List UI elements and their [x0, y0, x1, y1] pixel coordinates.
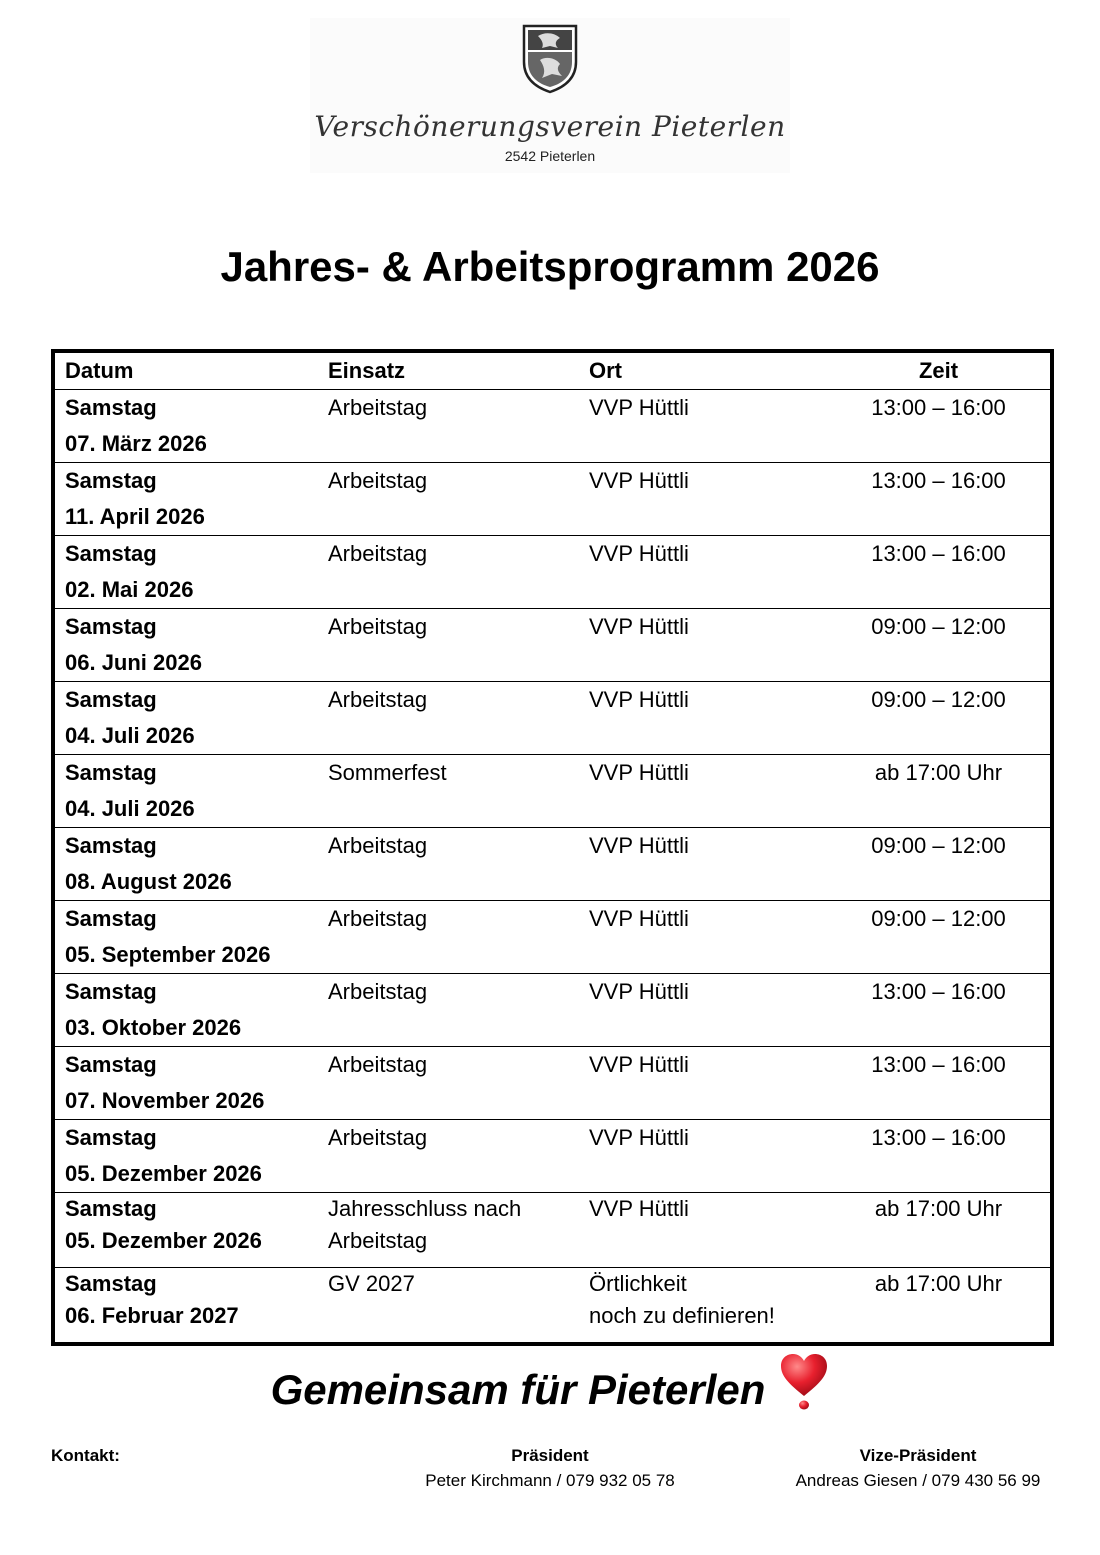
cell-date: [53, 536, 328, 609]
table-row: [53, 463, 1052, 536]
date: 07. November 2026: [65, 1088, 265, 1113]
cell-task: [328, 1268, 589, 1345]
cell-date: [53, 901, 328, 974]
date: 05. Dezember 2026: [65, 1161, 262, 1186]
date: 07. März 2026: [65, 431, 207, 456]
cell-date: [53, 390, 328, 463]
place-text: VVP Hüttli: [589, 906, 689, 931]
cell-place: [589, 682, 851, 755]
cell-task: [328, 609, 589, 682]
cell-place: [589, 1193, 851, 1268]
weekday: Samstag: [65, 1271, 157, 1296]
cell-place: [589, 1047, 851, 1120]
place-text: VVP Hüttli: [589, 468, 689, 493]
cell-task: [328, 1193, 589, 1268]
header-place: Ort: [589, 351, 851, 390]
table-row: [53, 828, 1052, 901]
organization-name: Verschönerungsverein Pieterlen: [314, 110, 786, 143]
heart-icon: [779, 1352, 829, 1410]
table-row: [53, 1193, 1052, 1268]
cell-place: [589, 536, 851, 609]
weekday: Samstag: [65, 395, 157, 420]
cell-time: 09:00 – 12:00: [871, 906, 1006, 931]
vice-president-role: Vize-Präsident: [859, 1446, 977, 1465]
cell-place: [589, 1120, 851, 1193]
place-text: noch zu definieren!: [589, 1303, 775, 1328]
cell-time: ab 17:00 Uhr: [874, 1196, 1003, 1221]
place-text: Örtlichkeit: [589, 1271, 687, 1296]
table-row: [53, 1268, 1052, 1345]
contact-vice-president: [768, 1446, 1068, 1491]
weekday: Samstag: [65, 614, 157, 639]
place-text: VVP Hüttli: [589, 614, 689, 639]
cell-date: [53, 682, 328, 755]
date: 03. Oktober 2026: [65, 1015, 242, 1040]
place-text: VVP Hüttli: [589, 1125, 689, 1150]
contact-president: [400, 1446, 700, 1491]
table-row: [53, 901, 1052, 974]
weekday: Samstag: [65, 1052, 157, 1077]
cell-date: [53, 974, 328, 1047]
task-text: Arbeitstag: [328, 1052, 428, 1077]
cell-time: 13:00 – 16:00: [871, 979, 1006, 1004]
date: 05. September 2026: [65, 942, 271, 967]
cell-place: [589, 463, 851, 536]
cell-place: [589, 974, 851, 1047]
cell-place: [589, 901, 851, 974]
cell-time: 13:00 – 16:00: [871, 395, 1006, 420]
table-row: [53, 390, 1052, 463]
cell-time: 13:00 – 16:00: [871, 1125, 1006, 1150]
coat-of-arms-icon: [520, 22, 580, 94]
cell-date: [53, 1047, 328, 1120]
schedule-body: [53, 390, 1052, 1345]
motto: [0, 1352, 1100, 1414]
cell-place: [589, 828, 851, 901]
header-time: Zeit: [851, 351, 1052, 390]
date: 05. Dezember 2026: [65, 1228, 262, 1253]
cell-task: [328, 828, 589, 901]
task-text: Sommerfest: [328, 760, 447, 785]
table-row: [53, 609, 1052, 682]
cell-time: 13:00 – 16:00: [871, 1052, 1006, 1077]
task-text: Arbeitstag: [328, 1125, 428, 1150]
motto-text: Gemeinsam für Pieterlen: [270, 1366, 766, 1413]
cell-place: [589, 609, 851, 682]
cell-place: [589, 755, 851, 828]
cell-date: [53, 755, 328, 828]
cell-place: [589, 1268, 851, 1345]
cell-task: [328, 1120, 589, 1193]
weekday: Samstag: [65, 1196, 157, 1221]
weekday: Samstag: [65, 979, 157, 1004]
weekday: Samstag: [65, 906, 157, 931]
table-row: [53, 1120, 1052, 1193]
cell-time: ab 17:00 Uhr: [874, 1271, 1003, 1296]
header-date: Datum: [53, 351, 328, 390]
cell-date: [53, 1268, 328, 1345]
cell-date: [53, 463, 328, 536]
place-text: VVP Hüttli: [589, 1052, 689, 1077]
place-text: VVP Hüttli: [589, 760, 689, 785]
place-text: VVP Hüttli: [589, 1196, 689, 1221]
vice-president-contact: Andreas Giesen / 079 430 56 99: [795, 1471, 1041, 1490]
cell-time: ab 17:00 Uhr: [874, 760, 1003, 785]
task-text: Arbeitstag: [328, 541, 428, 566]
task-text: Arbeitstag: [328, 833, 428, 858]
task-text: Arbeitstag: [328, 906, 428, 931]
task-text: Jahresschluss nach: [328, 1196, 522, 1221]
task-text: Arbeitstag: [328, 687, 428, 712]
task-text: Arbeitstag: [328, 1228, 428, 1253]
cell-date: [53, 1120, 328, 1193]
table-row: [53, 682, 1052, 755]
date: 11. April 2026: [65, 504, 205, 529]
contact-label: Kontakt:: [51, 1446, 120, 1465]
cell-task: [328, 755, 589, 828]
task-text: Arbeitstag: [328, 614, 428, 639]
weekday: Samstag: [65, 541, 157, 566]
cell-place: [589, 390, 851, 463]
table-row: [53, 1047, 1052, 1120]
cell-task: [328, 390, 589, 463]
table-row: [53, 536, 1052, 609]
president-contact: Peter Kirchmann / 079 932 05 78: [425, 1471, 675, 1490]
weekday: Samstag: [65, 1125, 157, 1150]
cell-time: 09:00 – 12:00: [871, 614, 1006, 639]
cell-date: [53, 609, 328, 682]
cell-time: 13:00 – 16:00: [871, 468, 1006, 493]
schedule-table: [51, 349, 1054, 1346]
date: 02. Mai 2026: [65, 577, 194, 602]
place-text: VVP Hüttli: [589, 833, 689, 858]
weekday: Samstag: [65, 687, 157, 712]
place-text: VVP Hüttli: [589, 541, 689, 566]
table-row: [53, 974, 1052, 1047]
header-task: Einsatz: [328, 351, 589, 390]
cell-time: 13:00 – 16:00: [871, 541, 1006, 566]
weekday: Samstag: [65, 468, 157, 493]
cell-time: 09:00 – 12:00: [871, 687, 1006, 712]
task-text: Arbeitstag: [328, 395, 428, 420]
date: 04. Juli 2026: [65, 723, 195, 748]
weekday: Samstag: [65, 833, 157, 858]
date: 06. Februar 2027: [65, 1303, 239, 1328]
table-row: [53, 755, 1052, 828]
date: 06. Juni 2026: [65, 650, 202, 675]
cell-task: [328, 974, 589, 1047]
task-text: Arbeitstag: [328, 979, 428, 1004]
place-text: VVP Hüttli: [589, 687, 689, 712]
organization-address: 2542 Pieterlen: [504, 148, 596, 164]
cell-task: [328, 682, 589, 755]
letterhead: [310, 18, 790, 173]
page-title: Jahres- & Arbeitsprogramm 2026: [220, 243, 880, 290]
date: 04. Juli 2026: [65, 796, 195, 821]
cell-task: [328, 901, 589, 974]
cell-time: 09:00 – 12:00: [871, 833, 1006, 858]
task-text: Arbeitstag: [328, 468, 428, 493]
president-role: Präsident: [511, 1446, 589, 1465]
cell-task: [328, 463, 589, 536]
weekday: Samstag: [65, 760, 157, 785]
task-text: GV 2027: [328, 1271, 415, 1296]
cell-task: [328, 1047, 589, 1120]
cell-date: [53, 1193, 328, 1268]
cell-task: [328, 536, 589, 609]
place-text: VVP Hüttli: [589, 979, 689, 1004]
date: 08. August 2026: [65, 869, 232, 894]
place-text: VVP Hüttli: [589, 395, 689, 420]
cell-date: [53, 828, 328, 901]
table-header-row: [53, 351, 1052, 390]
